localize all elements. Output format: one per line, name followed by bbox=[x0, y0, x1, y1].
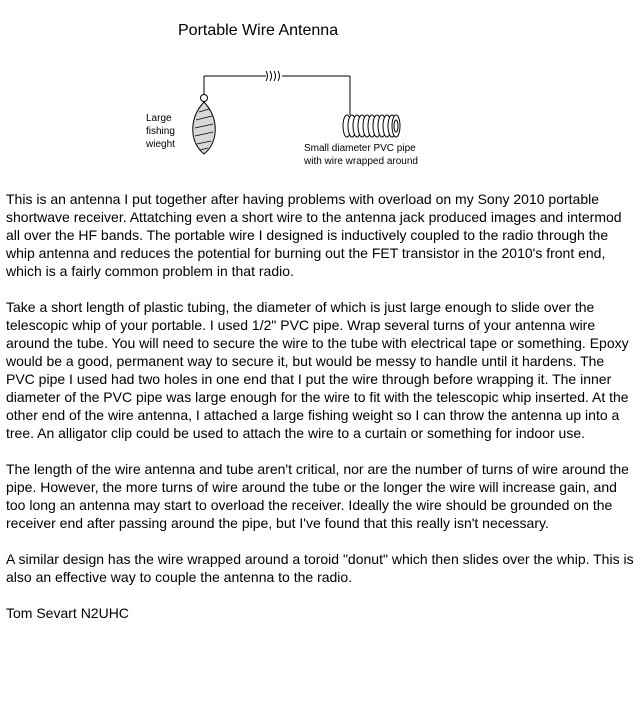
antenna-diagram bbox=[0, 0, 636, 180]
weight-label-line: Large bbox=[146, 113, 172, 124]
paragraph: Take a short length of plastic tubing, the diameter of which is just large enough to slide over the telescopic whip of your portable. I used 1/2" PVC pipe. Wrap several turns of your antenna wire around the tube. You will need to secure the wire to the tube with electrical tape or something. Epoxy would be a good, permanent way to secure it, but would be messy to handle until it hardens. The PVC pipe I used had two holes in one end that I put the wire through before wrapping it. The inner diameter of the PVC pipe was large enough for the wire to fit with the telescopic whip inserted. At the other end of the wire antenna, I attached a large fishing weight so I can throw the antenna up into a tree. An alligator clip could be used to attach the wire to a curtain or something for indoor use. bbox=[6, 299, 629, 441]
diagram-title: Portable Wire Antenna bbox=[178, 22, 339, 39]
weight-label-line: fishing bbox=[146, 126, 175, 137]
pipe-label-line: with wire wrapped around bbox=[304, 156, 418, 167]
wire-break-icon bbox=[266, 71, 280, 81]
paragraph: A similar design has the wire wrapped around a toroid "donut" which then slides over the whip. This is also an effective way to couple the antenna to the radio. bbox=[6, 551, 634, 585]
weight-label-line: wieght bbox=[146, 139, 175, 150]
paragraph: This is an antenna I put together after having problems with overload on my Sony 2010 portable shortwave receiver. Attatching even a short wire to the antenna jack produced images and intermod all over the HF bands. The portable wire I designed is inductively coupled to the radio through the whip antenna and reduces the potential for burning out the FET transistor in the 2010's front end, which is a fairly common problem in that radio. bbox=[6, 191, 622, 279]
fishing-weight-icon bbox=[193, 95, 216, 155]
weight-label bbox=[146, 112, 196, 151]
wire bbox=[204, 76, 350, 115]
article-body bbox=[6, 190, 634, 640]
pipe-label-line: Small diameter PVC pipe bbox=[304, 143, 416, 154]
pvc-coil-icon bbox=[343, 115, 400, 137]
pipe-label bbox=[304, 142, 454, 168]
author-signature: Tom Sevart N2UHC bbox=[6, 605, 129, 621]
paragraph: The length of the wire antenna and tube aren't critical, nor are the number of turns of wire around the pipe. However, the more turns of wire around the tube or the longer the wire will increase gain, and too long an antenna may start to overload the receiver. Ideally the wire should be grounded on the receiver end after passing around the pipe, but I've found that this really isn't necessary. bbox=[6, 461, 629, 531]
